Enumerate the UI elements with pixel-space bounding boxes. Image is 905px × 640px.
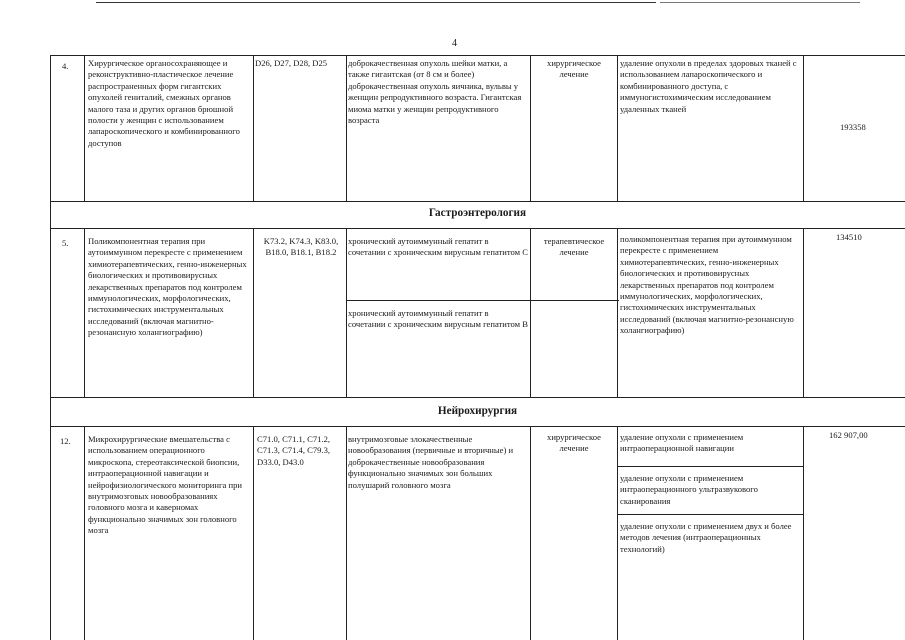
- row-4-codes: D26, D27, D28, D25: [255, 58, 328, 68]
- row-5-col-divider-2: [253, 228, 254, 397]
- row-5-model-1: хронический аутоиммунный гепатит в сочетании с хроническим вирусным гепатитом C: [348, 236, 528, 258]
- row-12-method-divider-2: [617, 514, 803, 515]
- row-12-col-divider-3: [346, 426, 347, 640]
- section-title-neurosurgery: Нейрохирургия: [437, 405, 518, 417]
- row-5-col-divider-4: [530, 228, 531, 397]
- row-5-col-divider-3: [346, 228, 347, 397]
- row-12-codes: C71.0, C71.1, C71.2, C71.3, C71.4, C79.3, D33.0, D43.0: [257, 434, 331, 467]
- row-12-model: внутримозговые злокачественные новообразования (первичные и вторичные) и доброкачественные новообразования функционально значимых зон больших полушарий головного мозга: [348, 434, 514, 490]
- row-5-col-divider-5: [617, 228, 618, 397]
- row-12-price: 162 907,00: [829, 430, 868, 440]
- page-number: 4: [452, 38, 457, 49]
- table-left-border: [50, 55, 51, 640]
- row-12-method-2: удаление опухоли с применением интраоперационного ультразвукового сканирования: [620, 473, 758, 506]
- row-5-treatment-type: терапевтическое лечение: [543, 236, 605, 258]
- row-4-col-divider-2: [253, 55, 254, 201]
- row-12-col-divider-6: [803, 426, 804, 640]
- row-4-name: Хирургическое органосохраняющее и реконструктивно-пластическое лечение распространенных форм гигантских опухолей гениталий, смежных органов малого таза и других органов брюшной полости у женщин с использованием лапароскопического и комбинированного доступов: [88, 58, 240, 148]
- row-5-model-2: хронический аутоиммунный гепатит в сочетании с хроническим вирусным гепатитом B: [348, 308, 528, 330]
- row-4-treatment-type: хирургическое лечение: [547, 58, 601, 80]
- row-5-method: поликомпонентная терапия при аутоиммунном перекресте с применением химиотерапевтических, генно-инженерных биологических и противовирусных лекарственных препаратов под контролем иммунологических, морфологических, гистохимических инструментальных исследований (включая магнитно-резонансную холангиографию): [620, 234, 794, 336]
- row-4-top-border: [50, 55, 905, 56]
- row-4-number: 4.: [62, 61, 69, 71]
- row-5-name: Поликомпонентная терапия при аутоиммунном перекресте с применением химиотерапевтических, генно-инженерных биологических и противовирусных лекарственных препаратов под контролем иммунологических, морфологических, гистохимических инструментальных исследований (включая магнитно-резонансную холангиографию): [88, 236, 247, 338]
- row-4-price: 193358: [840, 122, 866, 132]
- row-5-model-divider: [346, 300, 619, 301]
- row-4-col-divider-6: [803, 55, 804, 201]
- row-12-top-border: [50, 426, 905, 427]
- row-12-method-1: удаление опухоли с применением интраоперационной навигации: [620, 432, 744, 454]
- row-12-col-divider-4: [530, 426, 531, 640]
- row-12-col-divider-1: [84, 426, 85, 640]
- row-4-col-divider-5: [617, 55, 618, 201]
- row-5-col-divider-6: [803, 228, 804, 397]
- row-5-col-divider-1: [84, 228, 85, 397]
- section-title-gastroenterology: Гастроэнтерология: [428, 207, 527, 219]
- row-5-top-border: [50, 228, 905, 229]
- header-rule: [96, 2, 656, 3]
- row-12-col-divider-2: [253, 426, 254, 640]
- row-5-price: 134510: [836, 232, 862, 242]
- header-rule-right: [660, 2, 860, 3]
- row-12-number: 12.: [60, 436, 71, 446]
- row-5-bottom-border: [50, 397, 905, 398]
- row-12-method-divider-1: [617, 466, 803, 467]
- row-4-col-divider-3: [346, 55, 347, 201]
- row-12-method-3: удаление опухоли с применением двух и более методов лечения (интраоперационных технологий): [620, 521, 792, 554]
- row-12-name: Микрохирургические вмешательства с использованием операционного микроскопа, стереотаксической биопсии, интраоперационной навигации и нейрофизиологического мониторинга при внутримозговых новообразованиях головного мозга и каверномах функционально значимых зон головного мозга: [88, 434, 242, 536]
- row-4-bottom-border: [50, 201, 905, 202]
- row-12-col-divider-5: [617, 426, 618, 640]
- row-5-number: 5.: [62, 238, 69, 248]
- row-12-treatment-type: хирургическое лечение: [547, 432, 601, 454]
- row-4-method: удаление опухоли в пределах здоровых тканей с использованием лапароскопического и комбинированного доступа, с иммуногистохимическим исследованием удаленных тканей: [620, 58, 797, 114]
- row-5-codes: K73.2, K74.3, K83.0, B18.0, B18.1, B18.2: [263, 236, 339, 258]
- row-4-col-divider-1: [84, 55, 85, 201]
- row-4-model: доброкачественная опухоль шейки матки, а также гигантская (от 8 см и более) доброкачественная опухоль яичника, вульвы у женщин репродуктивного возраста. Гигантская миома матки у женщин репродуктивного возраста: [348, 58, 522, 126]
- row-4-col-divider-4: [530, 55, 531, 201]
